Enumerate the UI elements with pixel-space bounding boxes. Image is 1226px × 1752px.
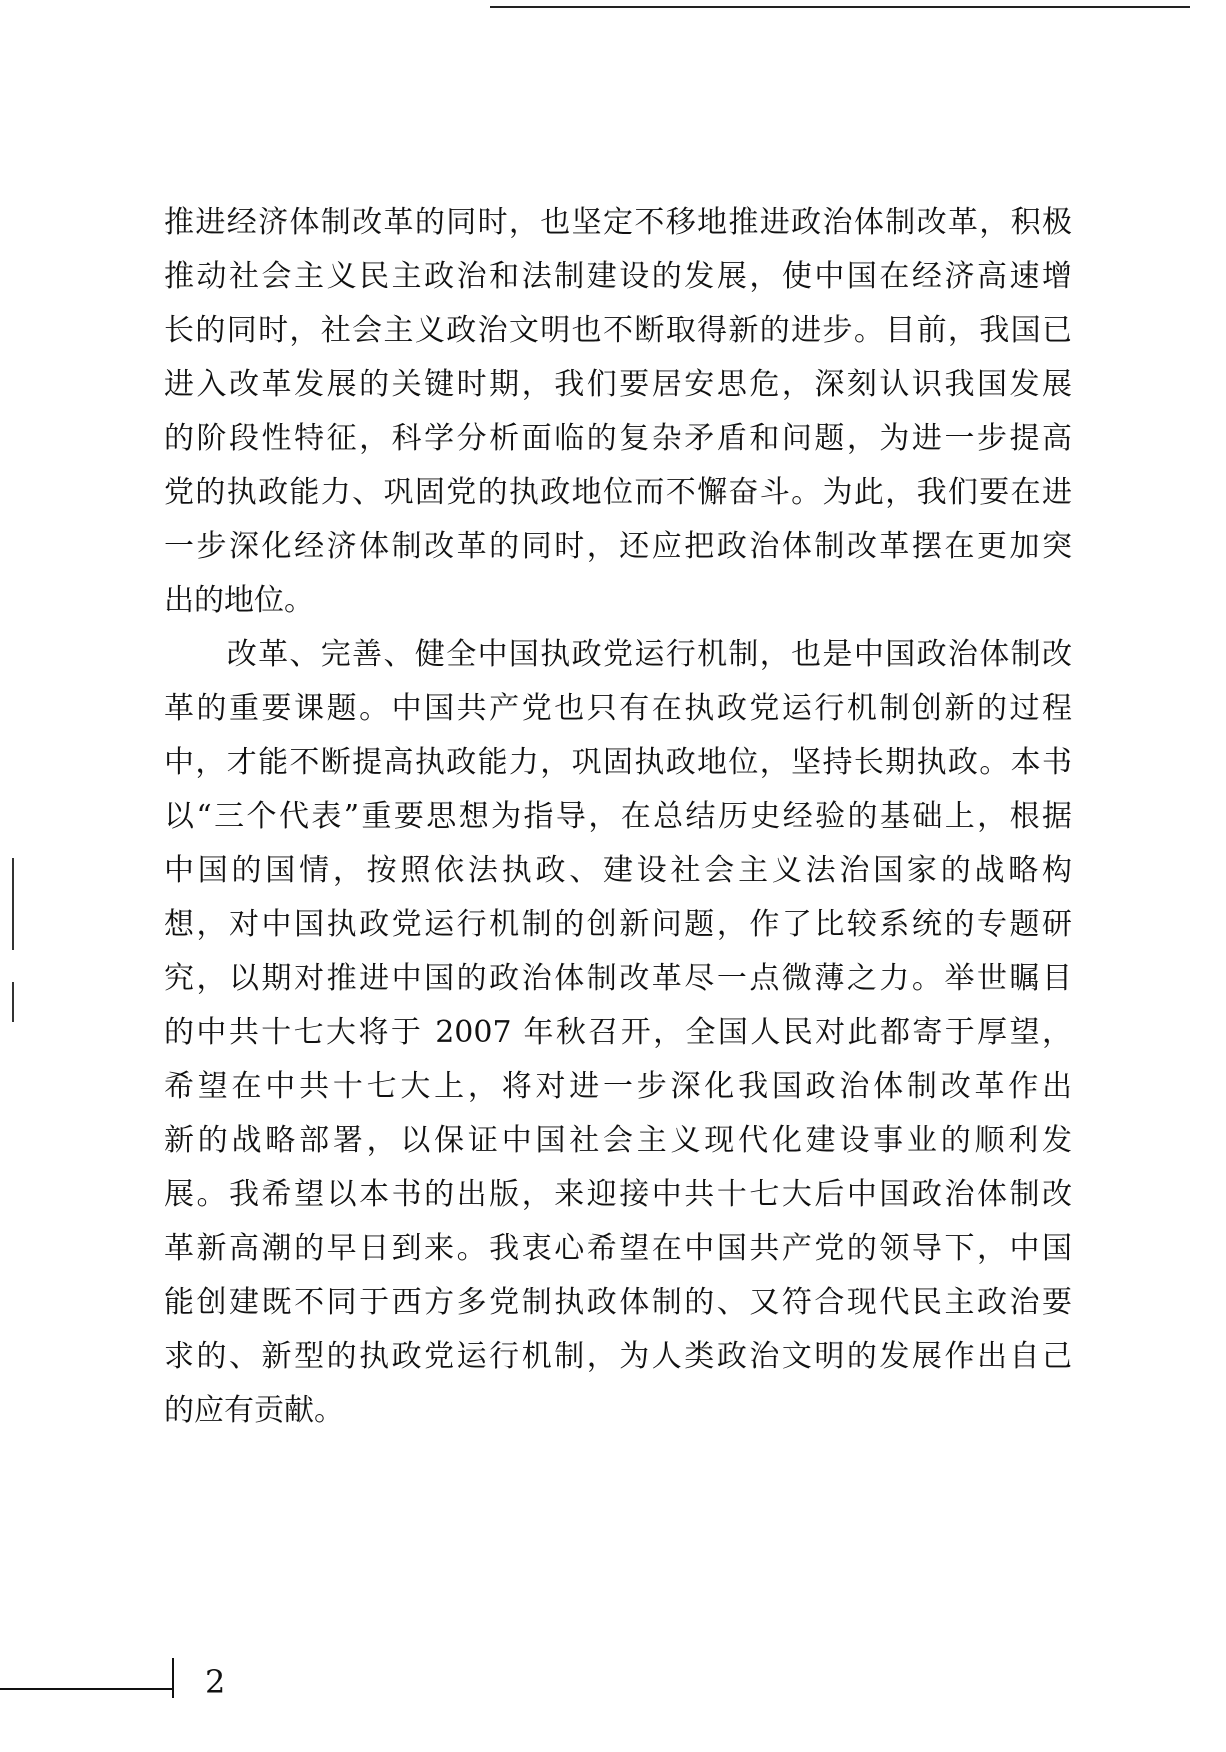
- text-line: 推进经济体制改革的同时，也坚定不移地推进政治体制改革，积极: [164, 205, 1072, 240]
- text-line: 革新高潮的早日到来。我衷心希望在中国共产党的领导下，中国: [164, 1231, 1072, 1266]
- scan-margin-mark: [12, 982, 14, 1022]
- text-line: 中国的国情，按照依法执政、建设社会主义法治国家的战略构: [164, 853, 1072, 888]
- text-line: 的阶段性特征，科学分析面临的复杂矛盾和问题，为进一步提高: [164, 421, 1072, 456]
- text-line: 以“三个代表”重要思想为指导，在总结历史经验的基础上，根据: [164, 799, 1072, 834]
- text-line: 一步深化经济体制改革的同时，还应把政治体制改革摆在更加突: [164, 529, 1072, 564]
- text-line: 的应有贡献。: [164, 1393, 344, 1428]
- text-line: 求的、新型的执政党运行机制，为人类政治文明的发展作出自己: [164, 1339, 1072, 1374]
- text-line: 想，对中国执政党运行机制的创新问题，作了比较系统的专题研: [164, 907, 1072, 942]
- text-line: 究，以期对推进中国的政治体制改革尽一点微薄之力。举世瞩目: [164, 961, 1072, 996]
- text-line: 希望在中共十七大上，将对进一步深化我国政治体制改革作出: [164, 1069, 1072, 1104]
- text-line: 党的执政能力、巩固党的执政地位而不懈奋斗。为此，我们要在进: [164, 475, 1072, 510]
- text-line: 展。我希望以本书的出版，来迎接中共十七大后中国政治体制改: [164, 1177, 1072, 1212]
- text-line: 中，才能不断提高执政能力，巩固执政地位，坚持长期执政。本书: [164, 745, 1072, 780]
- page-number: 2: [205, 1663, 226, 1701]
- top-rule: [490, 6, 1190, 8]
- text-line: 出的地位。: [164, 583, 314, 618]
- text-line: 新的战略部署，以保证中国社会主义现代化建设事业的顺利发: [164, 1123, 1072, 1158]
- footer-rule: [0, 1688, 172, 1690]
- footer-tick: [172, 1658, 174, 1698]
- text-line: 进入改革发展的关键时期，我们要居安思危，深刻认识我国发展: [164, 367, 1072, 402]
- text-line: 的中共十七大将于 2007 年秋召开，全国人民对此都寄于厚望，: [164, 1015, 1072, 1050]
- text-line: 推动社会主义民主政治和法制建设的发展，使中国在经济高速增: [164, 259, 1072, 294]
- text-line: 能创建既不同于西方多党制执政体制的、又符合现代民主政治要: [164, 1285, 1072, 1320]
- text-line: 长的同时，社会主义政治文明也不断取得新的进步。目前，我国已: [164, 313, 1072, 348]
- text-line: 改革、完善、健全中国执政党运行机制，也是中国政治体制改: [164, 637, 1072, 672]
- text-line: 革的重要课题。中国共产党也只有在执政党运行机制创新的过程: [164, 691, 1072, 726]
- body-text: [164, 196, 1072, 1438]
- scan-margin-mark: [12, 858, 14, 950]
